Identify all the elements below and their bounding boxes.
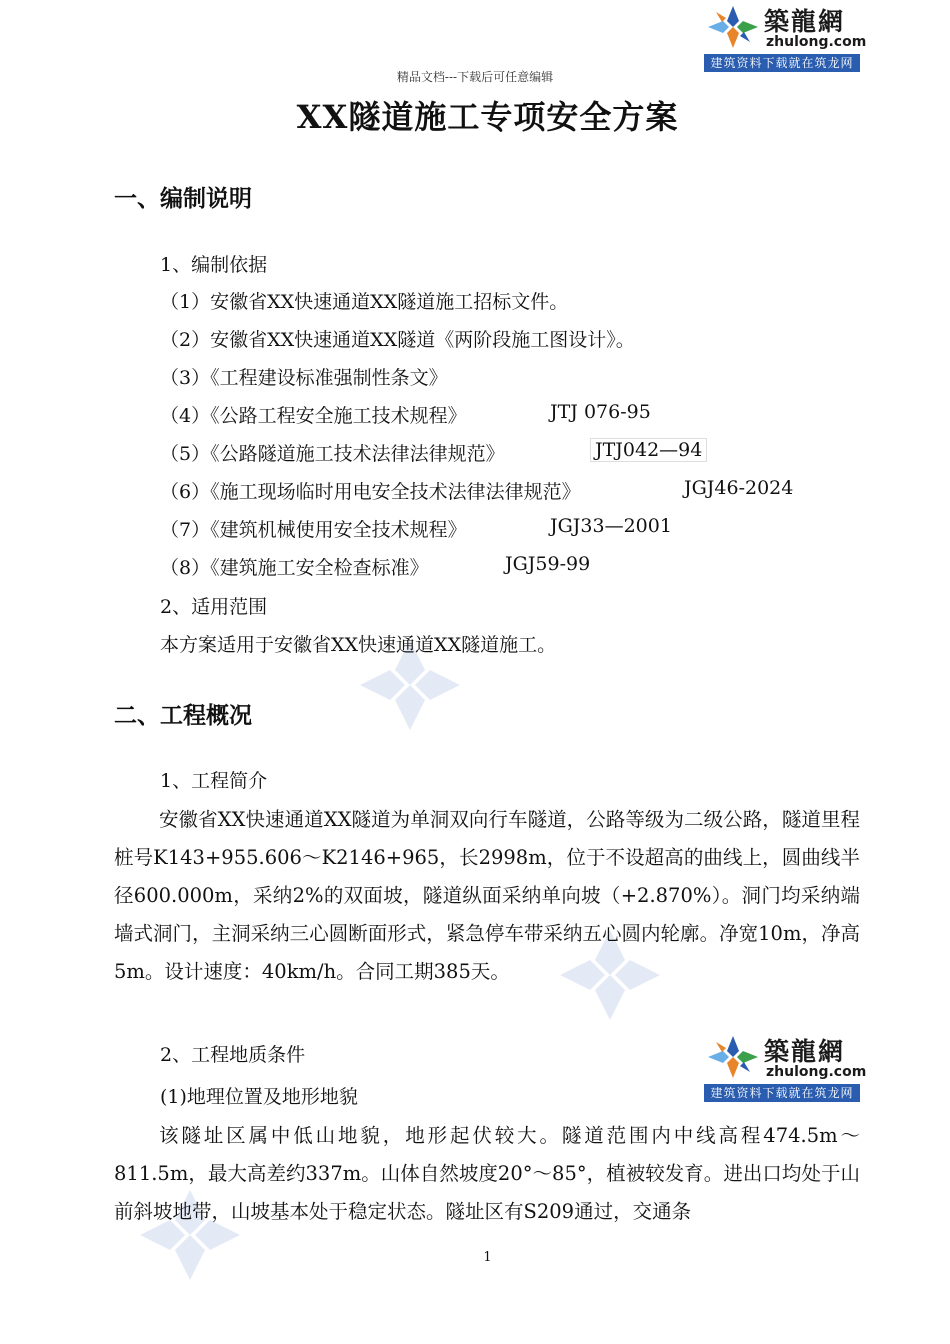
subsection-heading: 1、工程简介: [160, 770, 268, 792]
subsection-heading: (1)地理位置及地形地貌: [160, 1086, 358, 1108]
zhulong-logo-icon: [706, 1034, 760, 1080]
logo-brand: 築龍網: [764, 1037, 846, 1066]
reference-code: JTJ042—94: [590, 438, 707, 462]
subsection-heading: 1、编制依据: [160, 254, 268, 276]
section-heading: 二、工程概况: [114, 703, 252, 729]
zhulong-logo: [704, 1030, 867, 1100]
document-title: XX隧道施工专项安全方案: [296, 98, 679, 136]
reference-item: （8）《建筑施工安全检查标准》: [160, 557, 429, 579]
reference-item: （3）《工程建设标准强制性条文》: [160, 367, 448, 389]
reference-item: （2）安徽省XX快速通道XX隧道《两阶段施工图设计》。: [160, 329, 635, 351]
subsection-heading: 2、工程地质条件: [160, 1044, 306, 1066]
page-number: 1: [483, 1250, 492, 1265]
zhulong-logo: [704, 0, 867, 70]
reference-code: JGJ33—2001: [550, 515, 672, 537]
reference-code: JGJ46-2024: [684, 477, 794, 499]
scope-text: 本方案适用于安徽省XX快速通道XX隧道施工。: [160, 634, 557, 656]
reference-item: （6）《施工现场临时用电安全技术法律法律规范》: [160, 481, 581, 503]
reference-item: （7）《建筑机械使用安全技术规程》: [160, 519, 467, 541]
header-note: 精品文档---下载后可任意编辑: [396, 70, 554, 84]
reference-item: （5）《公路隧道施工技术法律法律规范》: [160, 443, 505, 465]
logo-slogan: 建筑资料下载就在筑龙网: [704, 54, 860, 72]
logo-brand: 築龍網: [764, 7, 846, 36]
zhulong-logo-icon: [706, 4, 760, 50]
geology-paragraph: 该隧址区属中低山地貌，地形起伏较大。隧道范围内中线高程474.5m～811.5m，最大高差约337m。山体自然坡度20°～85°，植被较发育。进出口均处于山前斜坡地带，山坡基本处于稳定状态。隧址区有S209通过，交通条: [114, 1124, 860, 1223]
reference-item: （4）《公路工程安全施工技术规程》: [160, 405, 467, 427]
logo-domain: zhulong.com: [766, 34, 867, 50]
subsection-heading: 2、适用范围: [160, 596, 268, 618]
section-heading: 一、编制说明: [114, 186, 252, 212]
reference-code: JTJ 076-95: [550, 401, 651, 423]
reference-code: JGJ59-99: [505, 553, 591, 575]
reference-item: （1）安徽省XX快速通道XX隧道施工招标文件。: [160, 291, 569, 313]
logo-domain: zhulong.com: [766, 1064, 867, 1080]
intro-paragraph: 安徽省XX快速通道XX隧道为单洞双向行车隧道，公路等级为二级公路，隧道里程桩号K143+955.606～K2146+965，长2998m，位于不设超高的曲线上，圆曲线半径600.000m，采纳2%的双面坡，隧道纵面采纳单向坡（+2.870%）。洞门均采纳端墙式洞门，主洞采纳三心圆断面形式，紧急停车带采纳五心圆内轮廓。净宽10m，净高5m。设计速度：40km/h。合同工期385天。: [114, 808, 860, 983]
logo-slogan: 建筑资料下载就在筑龙网: [704, 1084, 860, 1102]
